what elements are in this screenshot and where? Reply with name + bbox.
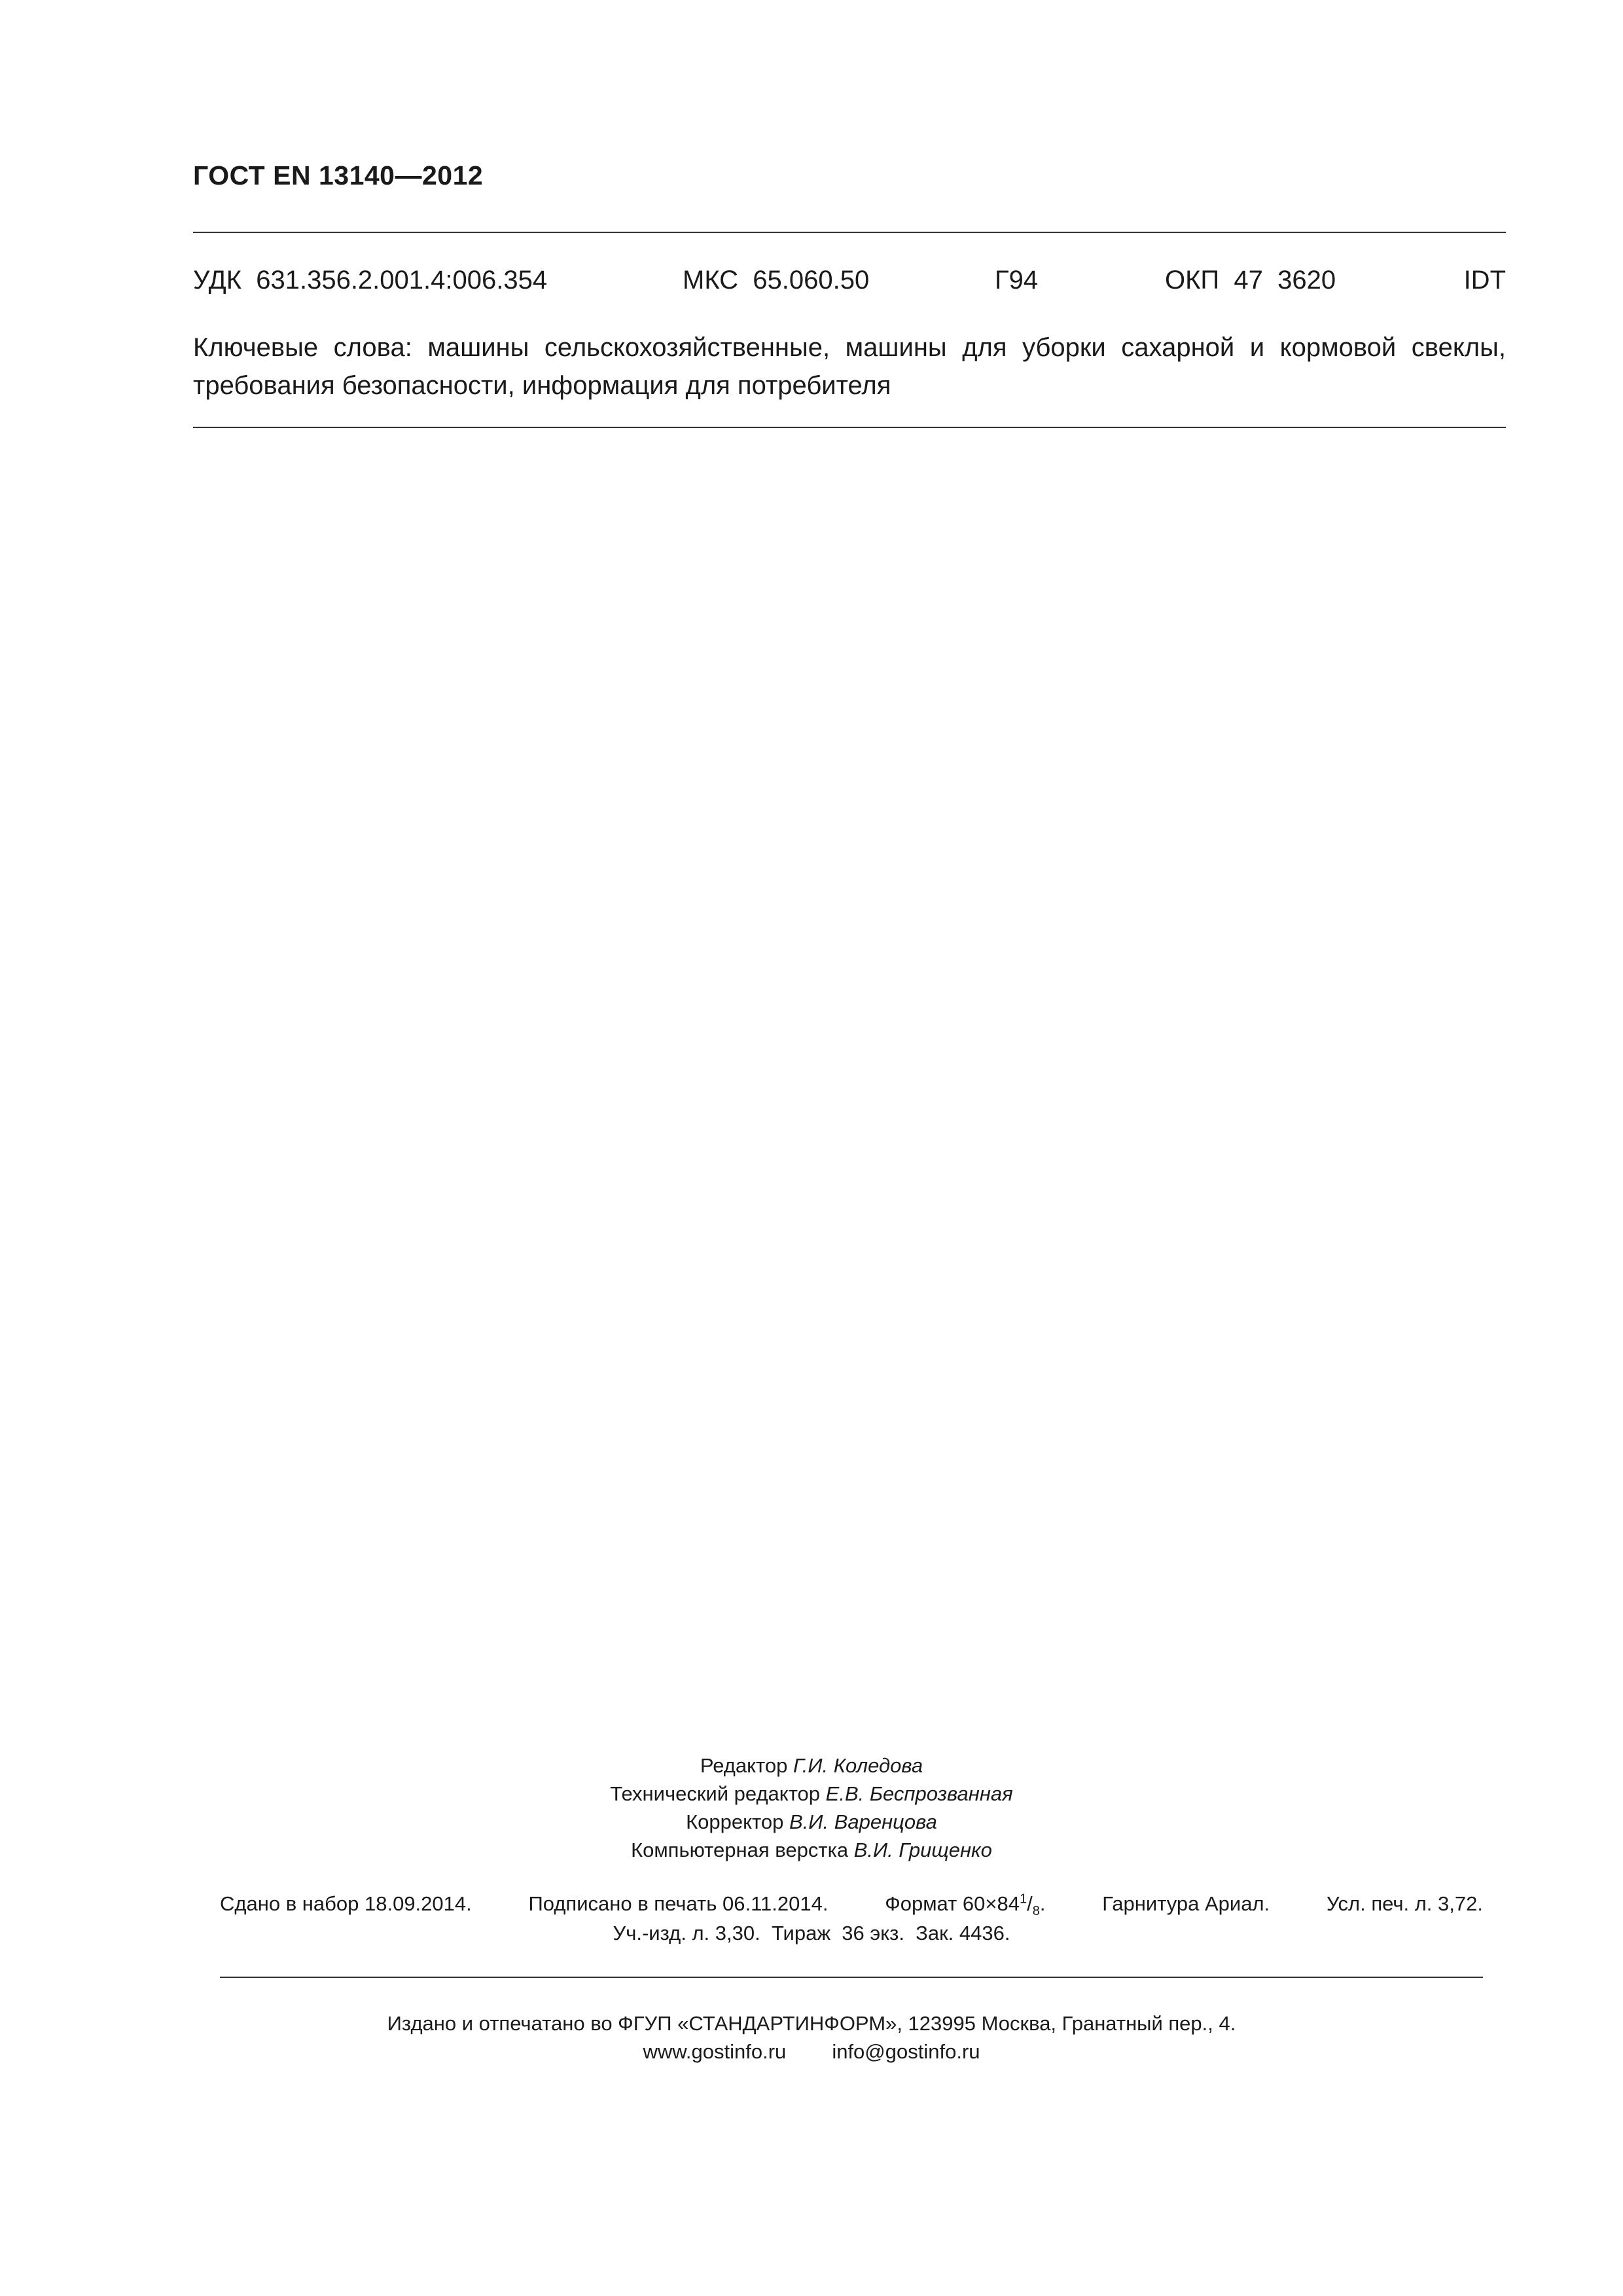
signed-date: Подписано в печать 06.11.2014.: [528, 1892, 829, 1915]
print-sheets: Усл. печ. л. 3,72.: [1326, 1892, 1483, 1915]
credit-role: Компьютерная верстка: [631, 1839, 849, 1861]
credit-line-editor: [0, 1751, 1623, 1780]
credit-name: Е.В. Беспрозванная: [825, 1782, 1013, 1805]
typeface: Гарнитура Ариал.: [1102, 1892, 1270, 1915]
credit-role: Редактор: [700, 1754, 788, 1777]
publisher-contacts: [0, 2037, 1623, 2066]
email-link[interactable]: info@gostinfo.ru: [832, 2040, 980, 2063]
credit-name: В.И. Грищенко: [853, 1839, 992, 1861]
publisher-address: Издано и отпечатано во ФГУП «СТАНДАРТИНФОРМ», 123995 Москва, Гранатный пер., 4.: [387, 2012, 1236, 2035]
credit-role: Технический редактор: [610, 1782, 821, 1805]
format-numerator: 1: [1020, 1892, 1027, 1907]
credits-block: [0, 1751, 1623, 1864]
format-denominator: 8: [1032, 1904, 1040, 1919]
credit-name: В.И. Варенцова: [789, 1810, 937, 1833]
standard-designation: ГОСТ EN 13140—2012: [193, 160, 484, 190]
credit-name: Г.И. Коледова: [793, 1754, 923, 1777]
submitted-date: Сдано в набор 18.09.2014.: [220, 1892, 472, 1915]
publisher-block: [0, 2009, 1623, 2066]
print-info-line-2: Уч.-изд. л. 3,30. Тираж 36 экз. Зак. 4436.: [613, 1922, 1010, 1945]
mks-code: МКС 65.060.50: [683, 266, 870, 295]
credit-line-tech-editor: [0, 1780, 1623, 1808]
publisher-divider: [220, 1977, 1483, 1978]
format-suffix: .: [1039, 1892, 1046, 1915]
website-link[interactable]: www.gostinfo.ru: [643, 2040, 787, 2063]
format-prefix: Формат 60×84: [885, 1892, 1020, 1915]
okp-code: ОКП 47 3620: [1165, 266, 1336, 295]
credit-role: Корректор: [686, 1810, 784, 1833]
credit-line-proofreader: [0, 1808, 1623, 1836]
print-info-line: [220, 1892, 1483, 1919]
format-slash: /: [1027, 1892, 1033, 1915]
credit-line-layout: [0, 1836, 1623, 1864]
udk-code: УДК 631.356.2.001.4:006.354: [193, 266, 548, 295]
top-divider: [193, 232, 1506, 233]
group-code: Г94: [995, 266, 1039, 295]
keywords-divider: [193, 427, 1506, 428]
equivalence-code: IDT: [1463, 266, 1506, 295]
paper-format: [885, 1892, 1046, 1919]
keywords-paragraph: Ключевые слова: машины сельскохозяйственные, машины для уборки сахарной и кормовой свеклы, требования безопасности, информация для потребителя: [193, 333, 1506, 400]
